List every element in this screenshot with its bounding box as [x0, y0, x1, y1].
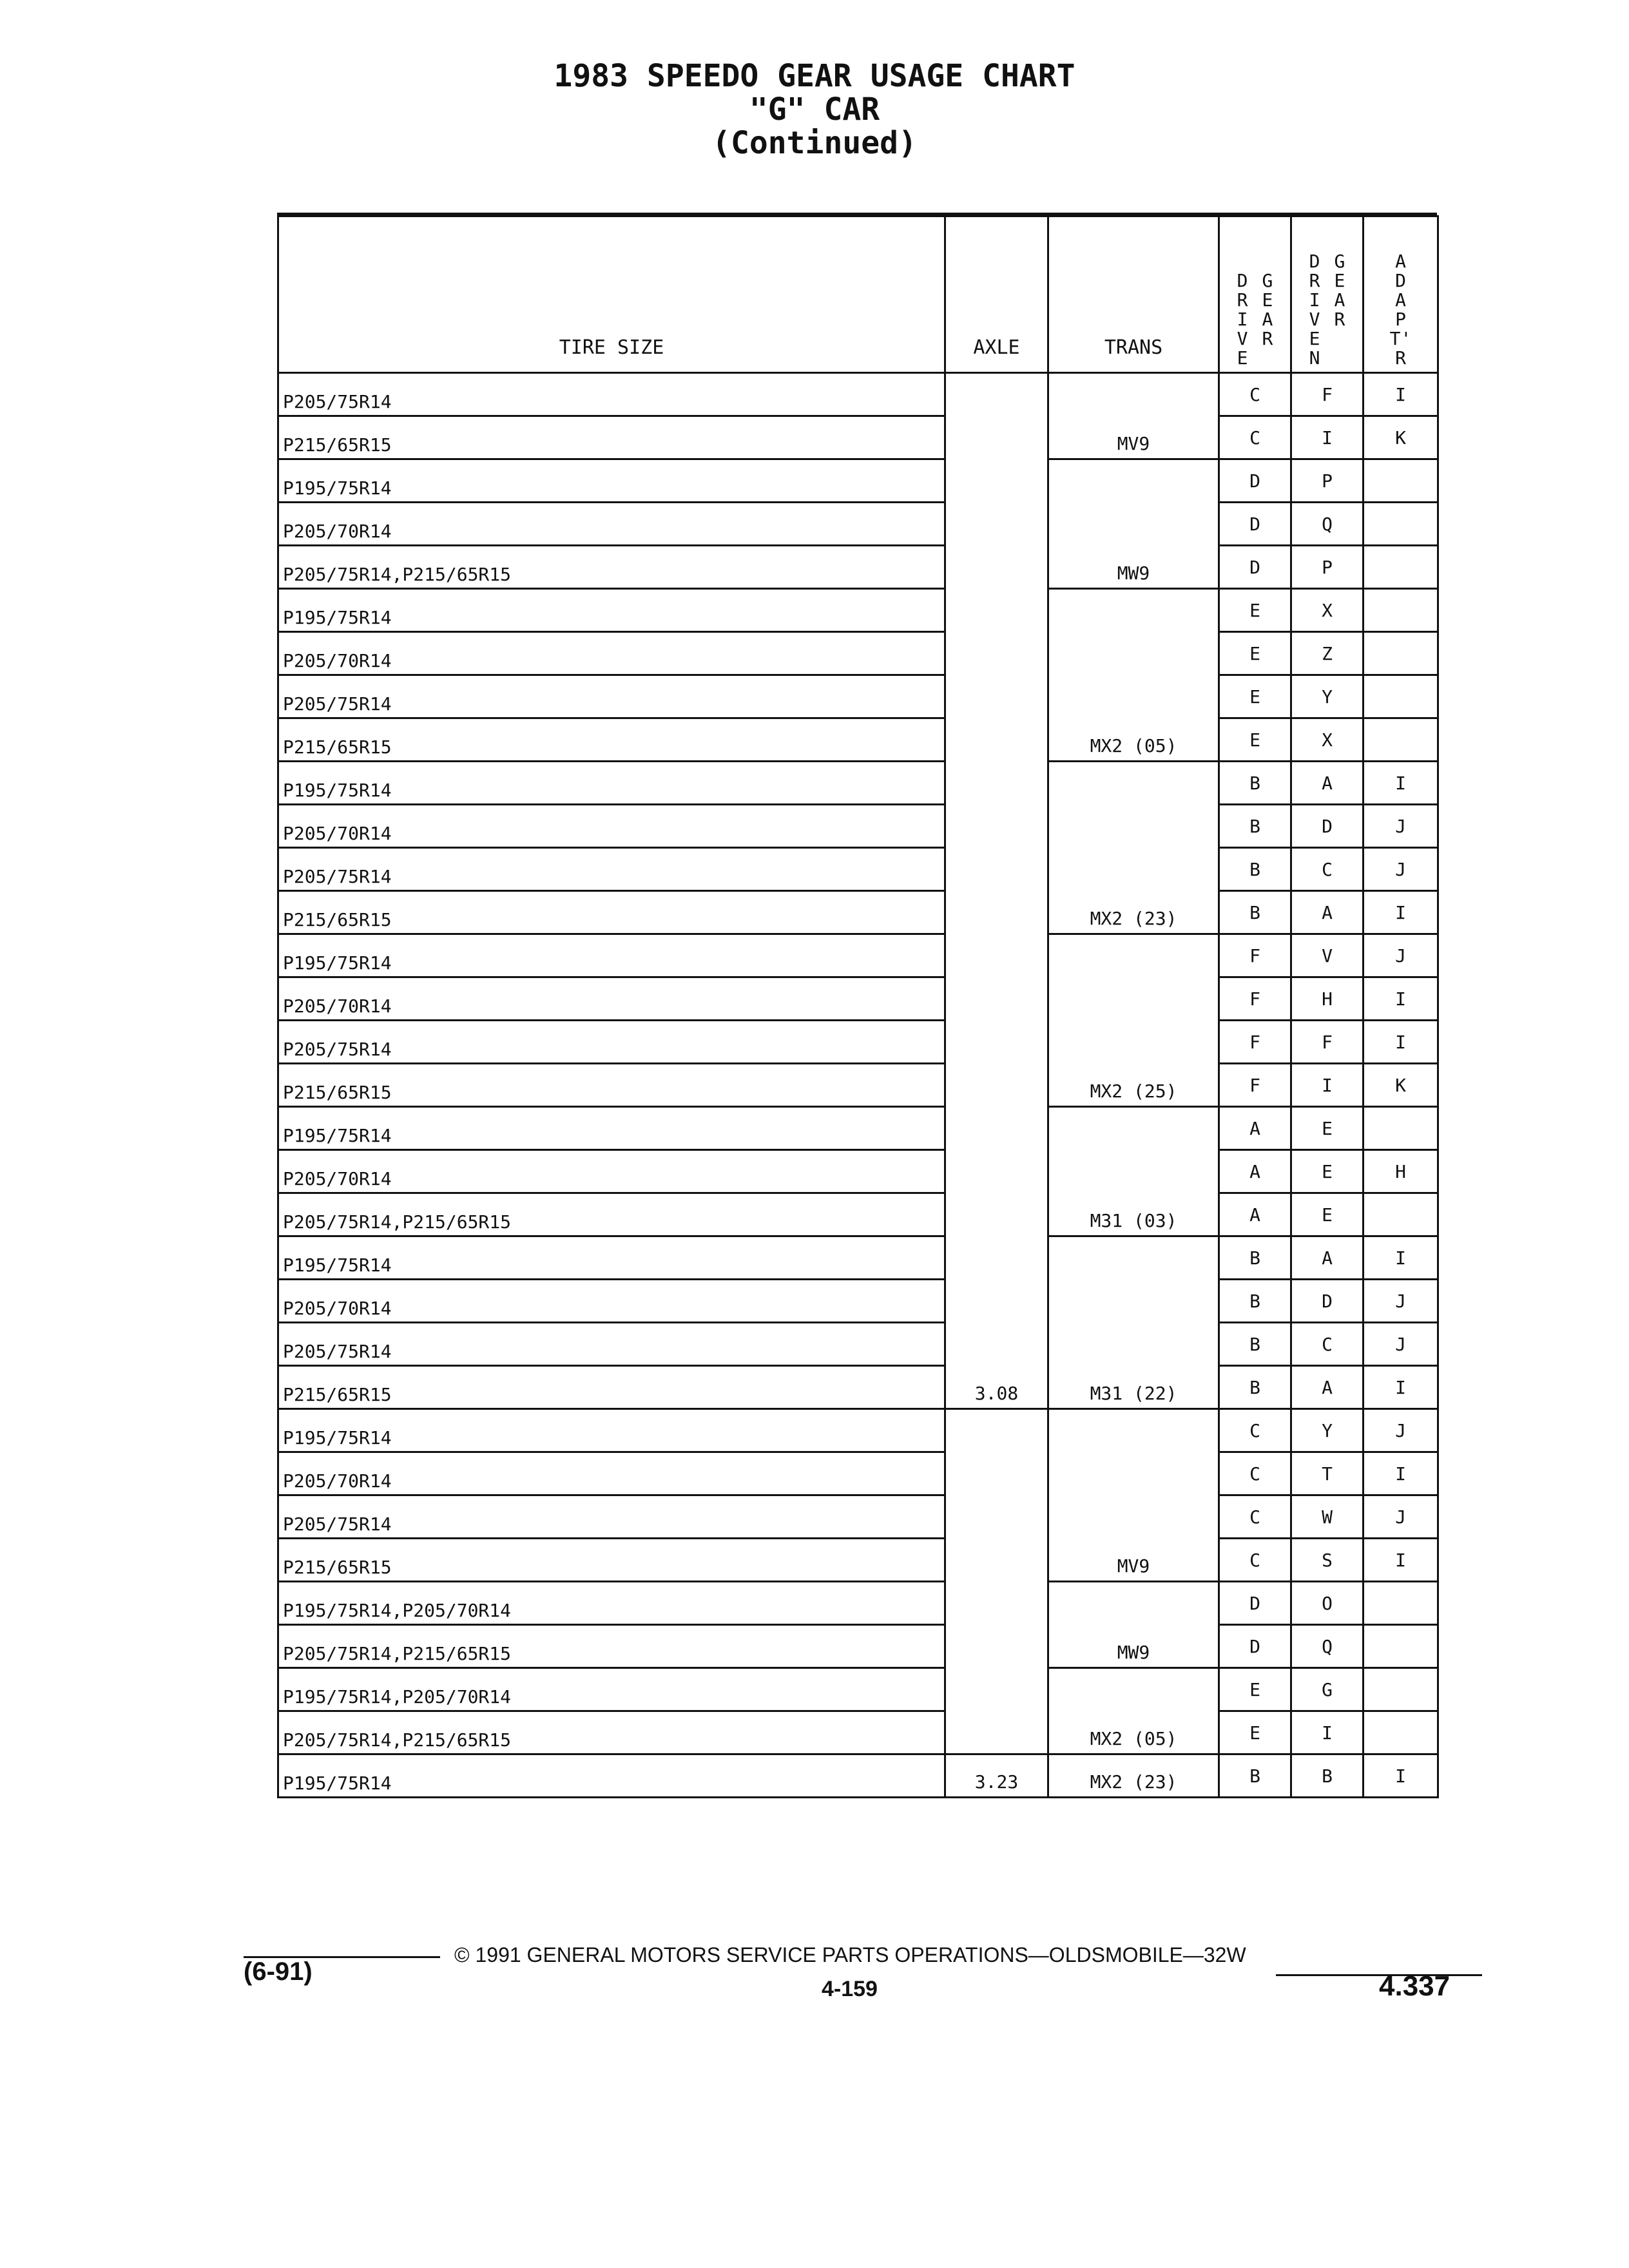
header-letter: A	[1262, 309, 1273, 330]
table-row	[278, 503, 1438, 546]
adapter-gear-cell	[1364, 1711, 1438, 1754]
driven-gear-cell: W	[1291, 1495, 1364, 1539]
adapter-gear-cell	[1364, 632, 1438, 675]
adapter-gear-cell	[1364, 1582, 1438, 1625]
axle-cell: 3.08	[945, 373, 1048, 1409]
driven-gear-cell: C	[1291, 848, 1364, 891]
adapter-gear-cell: I	[1364, 762, 1438, 805]
header-letter: E	[1237, 347, 1248, 369]
tire-size-cell: P205/70R14	[278, 1150, 945, 1193]
header-letter: G	[1334, 251, 1345, 272]
adapter-gear-cell: J	[1364, 1323, 1438, 1366]
drive-gear-cell: D	[1219, 503, 1291, 546]
title-line-2: "G" CAR	[749, 91, 880, 128]
header-letter: G	[1262, 270, 1273, 291]
table-row	[278, 1064, 1438, 1107]
tire-size-cell: P205/75R14,P215/65R15	[278, 1625, 945, 1668]
adapter-gear-cell: J	[1364, 1409, 1438, 1452]
tire-size-cell: P205/75R14	[278, 373, 945, 416]
header-letter: I	[1309, 289, 1320, 311]
tire-size-cell: P205/70R14	[278, 805, 945, 848]
header-letter: D	[1395, 270, 1406, 291]
drive-gear-cell: C	[1219, 1452, 1291, 1495]
adapter-gear-cell	[1364, 1107, 1438, 1150]
adapter-gear-cell	[1364, 546, 1438, 589]
adapter-gear-cell: J	[1364, 1495, 1438, 1539]
tire-size-cell: P195/75R14,P205/70R14	[278, 1582, 945, 1625]
adapter-gear-cell: I	[1364, 1236, 1438, 1280]
table-row	[278, 891, 1438, 934]
header-row	[278, 216, 1438, 373]
adapter-gear-cell: I	[1364, 1021, 1438, 1064]
tire-size-cell: P215/65R15	[278, 718, 945, 762]
tire-size-cell: P215/65R15	[278, 1539, 945, 1582]
driven-gear-cell: H	[1291, 977, 1364, 1021]
table-row	[278, 1582, 1438, 1625]
adapter-gear-cell	[1364, 1625, 1438, 1668]
driven-gear-cell: A	[1291, 762, 1364, 805]
tire-size-cell: P205/70R14	[278, 1452, 945, 1495]
drive-gear-cell: D	[1219, 1625, 1291, 1668]
drive-gear-cell: B	[1219, 1754, 1291, 1798]
adapter-gear-cell: K	[1364, 1064, 1438, 1107]
table-row	[278, 1107, 1438, 1150]
axle-cell	[945, 1409, 1048, 1754]
trans-cell: MX2 (05)	[1048, 1668, 1219, 1754]
table-row	[278, 934, 1438, 977]
drive-gear-cell: B	[1219, 1366, 1291, 1409]
trans-cell: MV9	[1048, 1409, 1219, 1582]
tire-size-cell: P205/75R14,P215/65R15	[278, 546, 945, 589]
trans-cell: MW9	[1048, 1582, 1219, 1668]
trans-cell: MX2 (25)	[1048, 934, 1219, 1107]
driven-gear-cell: D	[1291, 805, 1364, 848]
drive-gear-cell: E	[1219, 675, 1291, 718]
tire-size-cell: P205/75R14	[278, 848, 945, 891]
adapter-gear-cell: J	[1364, 848, 1438, 891]
adapter-gear-cell	[1364, 1668, 1438, 1711]
drive-gear-cell: F	[1219, 1064, 1291, 1107]
trans-cell: M31 (03)	[1048, 1107, 1219, 1236]
table-row	[278, 1668, 1438, 1711]
tire-size-cell: P195/75R14	[278, 1754, 945, 1798]
trans-cell: MX2 (23)	[1048, 762, 1219, 934]
table-row	[278, 632, 1438, 675]
tire-size-cell: P215/65R15	[278, 1064, 945, 1107]
header-letter: R	[1395, 347, 1406, 369]
driven-gear-cell: I	[1291, 1711, 1364, 1754]
driven-gear-cell: G	[1291, 1668, 1364, 1711]
drive-gear-cell: B	[1219, 1280, 1291, 1323]
tire-size-cell: P205/75R14,P215/65R15	[278, 1193, 945, 1236]
table-row	[278, 416, 1438, 459]
footer-revision-code: (6-91)	[244, 1957, 313, 1986]
header-tire-size: TIRE SIZE	[278, 216, 945, 373]
table-row	[278, 1409, 1438, 1452]
tire-size-cell: P205/70R14	[278, 1280, 945, 1323]
adapter-gear-cell	[1364, 589, 1438, 632]
tire-size-cell: P205/75R14	[278, 1021, 945, 1064]
drive-gear-cell: D	[1219, 546, 1291, 589]
tire-size-cell: P195/75R14	[278, 459, 945, 503]
driven-gear-cell: Q	[1291, 503, 1364, 546]
adapter-gear-cell	[1364, 718, 1438, 762]
adapter-gear-cell: J	[1364, 805, 1438, 848]
driven-gear-cell: E	[1291, 1193, 1364, 1236]
header-letter: T'	[1389, 328, 1412, 349]
header-letter: E	[1309, 328, 1320, 349]
table-row	[278, 546, 1438, 589]
gear-usage-table	[277, 215, 1439, 1798]
header-letter: N	[1309, 347, 1320, 369]
adapter-gear-cell	[1364, 675, 1438, 718]
table-row	[278, 1711, 1438, 1754]
header-letter: R	[1334, 309, 1345, 330]
driven-gear-cell: I	[1291, 416, 1364, 459]
tire-size-cell: P205/70R14	[278, 503, 945, 546]
table-row	[278, 1539, 1438, 1582]
driven-gear-cell: D	[1291, 1280, 1364, 1323]
tire-size-cell: P205/75R14	[278, 1495, 945, 1539]
tire-size-cell: P215/65R15	[278, 1366, 945, 1409]
adapter-gear-cell: K	[1364, 416, 1438, 459]
header-letter: R	[1262, 328, 1273, 349]
title-block	[0, 59, 1629, 160]
tire-size-cell: P195/75R14	[278, 1236, 945, 1280]
table-row	[278, 1625, 1438, 1668]
adapter-gear-cell: H	[1364, 1150, 1438, 1193]
header-letter: I	[1237, 309, 1248, 330]
tire-size-cell: P215/65R15	[278, 416, 945, 459]
footer-page-number: 4-159	[822, 1977, 878, 2001]
header-letter: A	[1395, 251, 1406, 272]
drive-gear-cell: B	[1219, 848, 1291, 891]
driven-gear-cell: F	[1291, 1021, 1364, 1064]
trans-cell: MX2 (23)	[1048, 1754, 1219, 1798]
table-row	[278, 589, 1438, 632]
driven-gear-cell: X	[1291, 589, 1364, 632]
trans-cell: MW9	[1048, 459, 1219, 589]
drive-gear-cell: C	[1219, 1539, 1291, 1582]
drive-gear-cell: F	[1219, 1021, 1291, 1064]
drive-gear-cell: B	[1219, 805, 1291, 848]
tire-size-cell: P195/75R14,P205/70R14	[278, 1668, 945, 1711]
table-row	[278, 1323, 1438, 1366]
adapter-gear-cell: I	[1364, 977, 1438, 1021]
drive-gear-cell: E	[1219, 1711, 1291, 1754]
header-adapter	[1364, 216, 1438, 373]
trans-cell: M31 (22)	[1048, 1236, 1219, 1409]
footer-copyright: © 1991 GENERAL MOTORS SERVICE PARTS OPERATIONS—OLDSMOBILE—32W	[454, 1943, 1246, 1966]
tire-size-cell: P195/75R14	[278, 762, 945, 805]
drive-gear-cell: F	[1219, 977, 1291, 1021]
table-row	[278, 848, 1438, 891]
tire-size-cell: P215/65R15	[278, 891, 945, 934]
header-letter: R	[1309, 270, 1320, 291]
driven-gear-cell: O	[1291, 1582, 1364, 1625]
driven-gear-cell: A	[1291, 1236, 1364, 1280]
table-row	[278, 1495, 1438, 1539]
header-letter: V	[1309, 309, 1320, 330]
title-line-1: 1983 SPEEDO GEAR USAGE CHART	[554, 58, 1075, 94]
title-line-3: (Continued)	[712, 125, 917, 161]
header-letter: D	[1237, 270, 1248, 291]
tire-size-cell: P195/75R14	[278, 934, 945, 977]
adapter-gear-cell: I	[1364, 1366, 1438, 1409]
header-axle: AXLE	[945, 216, 1048, 373]
header-letter: P	[1395, 309, 1406, 330]
axle-cell: 3.23	[945, 1754, 1048, 1798]
drive-gear-cell: B	[1219, 762, 1291, 805]
driven-gear-cell: A	[1291, 1366, 1364, 1409]
drive-gear-cell: D	[1219, 1582, 1291, 1625]
tire-size-cell: P205/75R14	[278, 1323, 945, 1366]
table-row	[278, 977, 1438, 1021]
footer-section-number: 4.337	[1379, 1970, 1451, 2002]
header-trans: TRANS	[1048, 216, 1219, 373]
drive-gear-cell: E	[1219, 632, 1291, 675]
table-row	[278, 373, 1438, 416]
header-letter: V	[1237, 328, 1248, 349]
adapter-gear-cell	[1364, 1193, 1438, 1236]
driven-gear-cell: E	[1291, 1150, 1364, 1193]
driven-gear-cell: E	[1291, 1107, 1364, 1150]
table-row	[278, 1193, 1438, 1236]
driven-gear-cell: F	[1291, 373, 1364, 416]
header-driven-gear	[1291, 216, 1364, 373]
adapter-gear-cell	[1364, 459, 1438, 503]
drive-gear-cell: E	[1219, 718, 1291, 762]
table-row	[278, 1150, 1438, 1193]
table-row	[278, 1021, 1438, 1064]
drive-gear-cell: D	[1219, 459, 1291, 503]
adapter-gear-cell: I	[1364, 891, 1438, 934]
adapter-gear-cell: J	[1364, 1280, 1438, 1323]
driven-gear-cell: Z	[1291, 632, 1364, 675]
driven-gear-cell: X	[1291, 718, 1364, 762]
table-body	[278, 373, 1438, 1798]
tire-size-cell: P195/75R14	[278, 1409, 945, 1452]
table-row	[278, 1366, 1438, 1409]
driven-gear-cell: P	[1291, 546, 1364, 589]
trans-cell: MX2 (05)	[1048, 589, 1219, 762]
table-row	[278, 1754, 1438, 1798]
driven-gear-cell: T	[1291, 1452, 1364, 1495]
driven-gear-cell: I	[1291, 1064, 1364, 1107]
header-letter: E	[1334, 270, 1345, 291]
tire-size-cell: P195/75R14	[278, 1107, 945, 1150]
trans-cell: MV9	[1048, 373, 1219, 459]
driven-gear-cell: Y	[1291, 1409, 1364, 1452]
adapter-gear-cell: I	[1364, 1452, 1438, 1495]
header-letter: D	[1309, 251, 1320, 272]
drive-gear-cell: A	[1219, 1107, 1291, 1150]
drive-gear-cell: B	[1219, 1236, 1291, 1280]
tire-size-cell: P205/70R14	[278, 977, 945, 1021]
adapter-gear-cell: I	[1364, 1539, 1438, 1582]
header-letter: A	[1395, 289, 1406, 311]
table-row	[278, 459, 1438, 503]
tire-size-cell: P205/70R14	[278, 632, 945, 675]
drive-gear-cell: A	[1219, 1150, 1291, 1193]
tire-size-cell: P195/75R14	[278, 589, 945, 632]
header-letter: R	[1237, 289, 1248, 311]
adapter-gear-cell: I	[1364, 373, 1438, 416]
drive-gear-cell: C	[1219, 1495, 1291, 1539]
driven-gear-cell: Y	[1291, 675, 1364, 718]
driven-gear-cell: S	[1291, 1539, 1364, 1582]
tire-size-cell: P205/75R14,P215/65R15	[278, 1711, 945, 1754]
header-letter: A	[1334, 289, 1345, 311]
driven-gear-cell: B	[1291, 1754, 1364, 1798]
adapter-gear-cell: J	[1364, 934, 1438, 977]
drive-gear-cell: C	[1219, 373, 1291, 416]
drive-gear-cell: B	[1219, 891, 1291, 934]
table-row	[278, 718, 1438, 762]
driven-gear-cell: C	[1291, 1323, 1364, 1366]
gear-usage-table-wrap	[277, 213, 1437, 1807]
driven-gear-cell: A	[1291, 891, 1364, 934]
driven-gear-cell: V	[1291, 934, 1364, 977]
drive-gear-cell: C	[1219, 1409, 1291, 1452]
drive-gear-cell: C	[1219, 416, 1291, 459]
table-row	[278, 1280, 1438, 1323]
table-row	[278, 1236, 1438, 1280]
drive-gear-cell: F	[1219, 934, 1291, 977]
drive-gear-cell: A	[1219, 1193, 1291, 1236]
header-letter: E	[1262, 289, 1273, 311]
table-row	[278, 762, 1438, 805]
header-drive-gear	[1219, 216, 1291, 373]
drive-gear-cell: E	[1219, 1668, 1291, 1711]
driven-gear-cell: Q	[1291, 1625, 1364, 1668]
driven-gear-cell: P	[1291, 459, 1364, 503]
tire-size-cell: P205/75R14	[278, 675, 945, 718]
table-row	[278, 805, 1438, 848]
table-row	[278, 675, 1438, 718]
drive-gear-cell: B	[1219, 1323, 1291, 1366]
drive-gear-cell: E	[1219, 589, 1291, 632]
adapter-gear-cell	[1364, 503, 1438, 546]
table-row	[278, 1452, 1438, 1495]
adapter-gear-cell: I	[1364, 1754, 1438, 1798]
